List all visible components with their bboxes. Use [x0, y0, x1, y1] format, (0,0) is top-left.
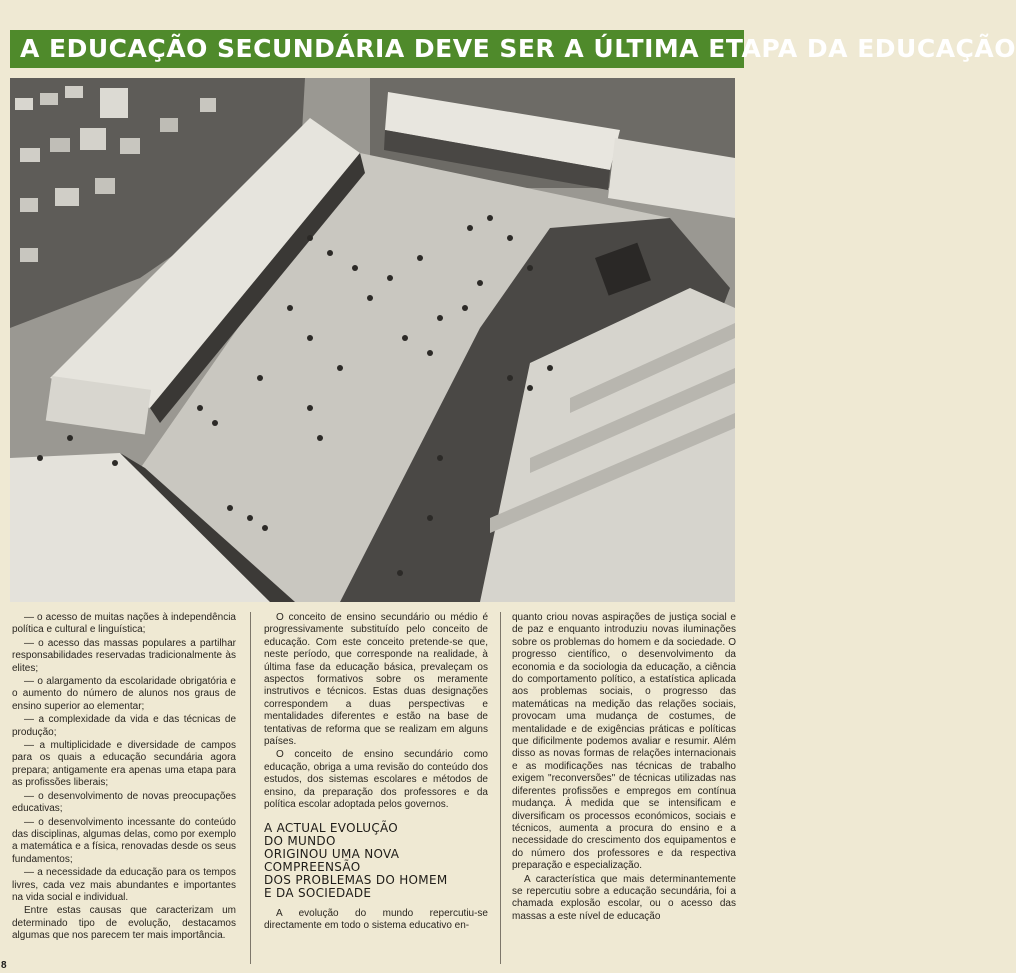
heading-line: ORIGINOU UMA NOVA — [264, 846, 400, 861]
page-title: A EDUCAÇÃO SECUNDÁRIA DEVE SER A ÚLTIMA ETAPA DA EDUCAÇÃO — [20, 34, 1016, 63]
paragraph: O conceito de ensino secundário como educação, obriga a uma revisão do conteúdo dos estudos, dos sistemas escolares e métodos de ensino, da preparação dos professores e da política escolar adoptada pelos governos. — [264, 749, 488, 811]
column-rule — [500, 612, 501, 964]
heading-line: DOS PROBLEMAS DO HOMEM — [264, 872, 448, 887]
paragraph: — o desenvolvimento de novas preocupações educativas; — [12, 790, 236, 815]
section-heading — [264, 822, 488, 900]
heading-line: E DA SOCIEDADE — [264, 885, 372, 900]
paragraph: — a complexidade da vida e das técnicas de produção; — [12, 714, 236, 738]
text-column-2 — [264, 612, 488, 932]
paragraph: — o desenvolvimento incessante do conteúdo das disciplinas, algumas delas, como por exemplo a matemática e a física, renovadas desde os seus fundamentos; — [12, 816, 236, 865]
text-column-1 — [12, 612, 236, 943]
aerial-photo — [10, 78, 735, 602]
paragraph: — o acesso das massas populares a partilhar responsabilidades reservadas tradicionalmente às elites; — [12, 637, 236, 674]
paragraph: — o alargamento da escolaridade obrigatória e o aumento do número de alunos nos graus de ensino superior ao elementar; — [12, 676, 236, 712]
paragraph: A evolução do mundo repercutiu-se directamente em todo o sistema educativo en- — [264, 907, 488, 931]
paragraph: — a necessidade da educação para os tempos livres, cada vez mais abundantes e importantes na vida social e individual. — [12, 867, 236, 903]
school-courtyard-photo — [10, 78, 735, 602]
paragraph: — a multiplicidade e diversidade de campos para os quais a educação secundária agora prepara; antigamente era apenas uma etapa para as profissões liberais; — [12, 740, 236, 789]
paragraph: quanto criou novas aspirações de justiça social e de paz e enquanto introduziu novas iluminações sobre os problemas do homem e da sociedade. O progresso científico, o desenvolvimento da economia e da sociologia da educação, a ciência do comportamento político, a estatística aplicada aos problemas sociais, o progresso das matemáticas na medição das relações sociais, provocam uma mudança de costumes, de mentalidade e de exigências práticas e políticas que dificilmente podemos avaliar e resumir. Além disso as novas formas de relações internacionais e as modificações nas técnicas de trabalho exigem "reconversões" de técnicas utilizadas nas diferentes profissões e empregos em contínua mudança. À medida que se intensificam e diversificam os processos económicos, sociais e técnicos, aumenta a procura do ensino e a necessidade do crescimento dos equipamentos e do número dos professores e da respectiva preparação e especialização. — [512, 612, 736, 872]
paragraph: O conceito de ensino secundário ou médio é progressivamente substituído pelo conceito de educação. Com este conceito pretende-se que, neste período, que corresponde na realidade, à última fase da educação básica, prevaleçam os aspectos formativos sobre os meramente instrutivos e técnicos. Estas duas designações correspondem a duas perspectivas e mentalidades diferentes e estão na base de tentativas de reforma que se realizam em alguns países. — [264, 612, 488, 748]
heading-line: A ACTUAL EVOLUÇÃO — [264, 820, 399, 835]
page-number: 8 — [1, 960, 7, 971]
paragraph: A característica que mais determinantemente se repercutiu sobre a educação secundária, foi a chamada explosão escolar, ou o acesso das massas a este nível de educação — [512, 873, 736, 922]
column-rule — [250, 612, 251, 964]
title-banner — [10, 30, 1016, 68]
text-column-3 — [512, 612, 736, 923]
heading-line: COMPREENSÃO — [264, 859, 361, 874]
paragraph: Entre estas causas que caracterizam um determinado tipo de evolução, destacamos algumas que nos parecem ter mais importância. — [12, 905, 236, 942]
paragraph: — o acesso de muitas nações à independência política e cultural e linguística; — [12, 612, 236, 636]
heading-line: DO MUNDO — [264, 833, 336, 848]
